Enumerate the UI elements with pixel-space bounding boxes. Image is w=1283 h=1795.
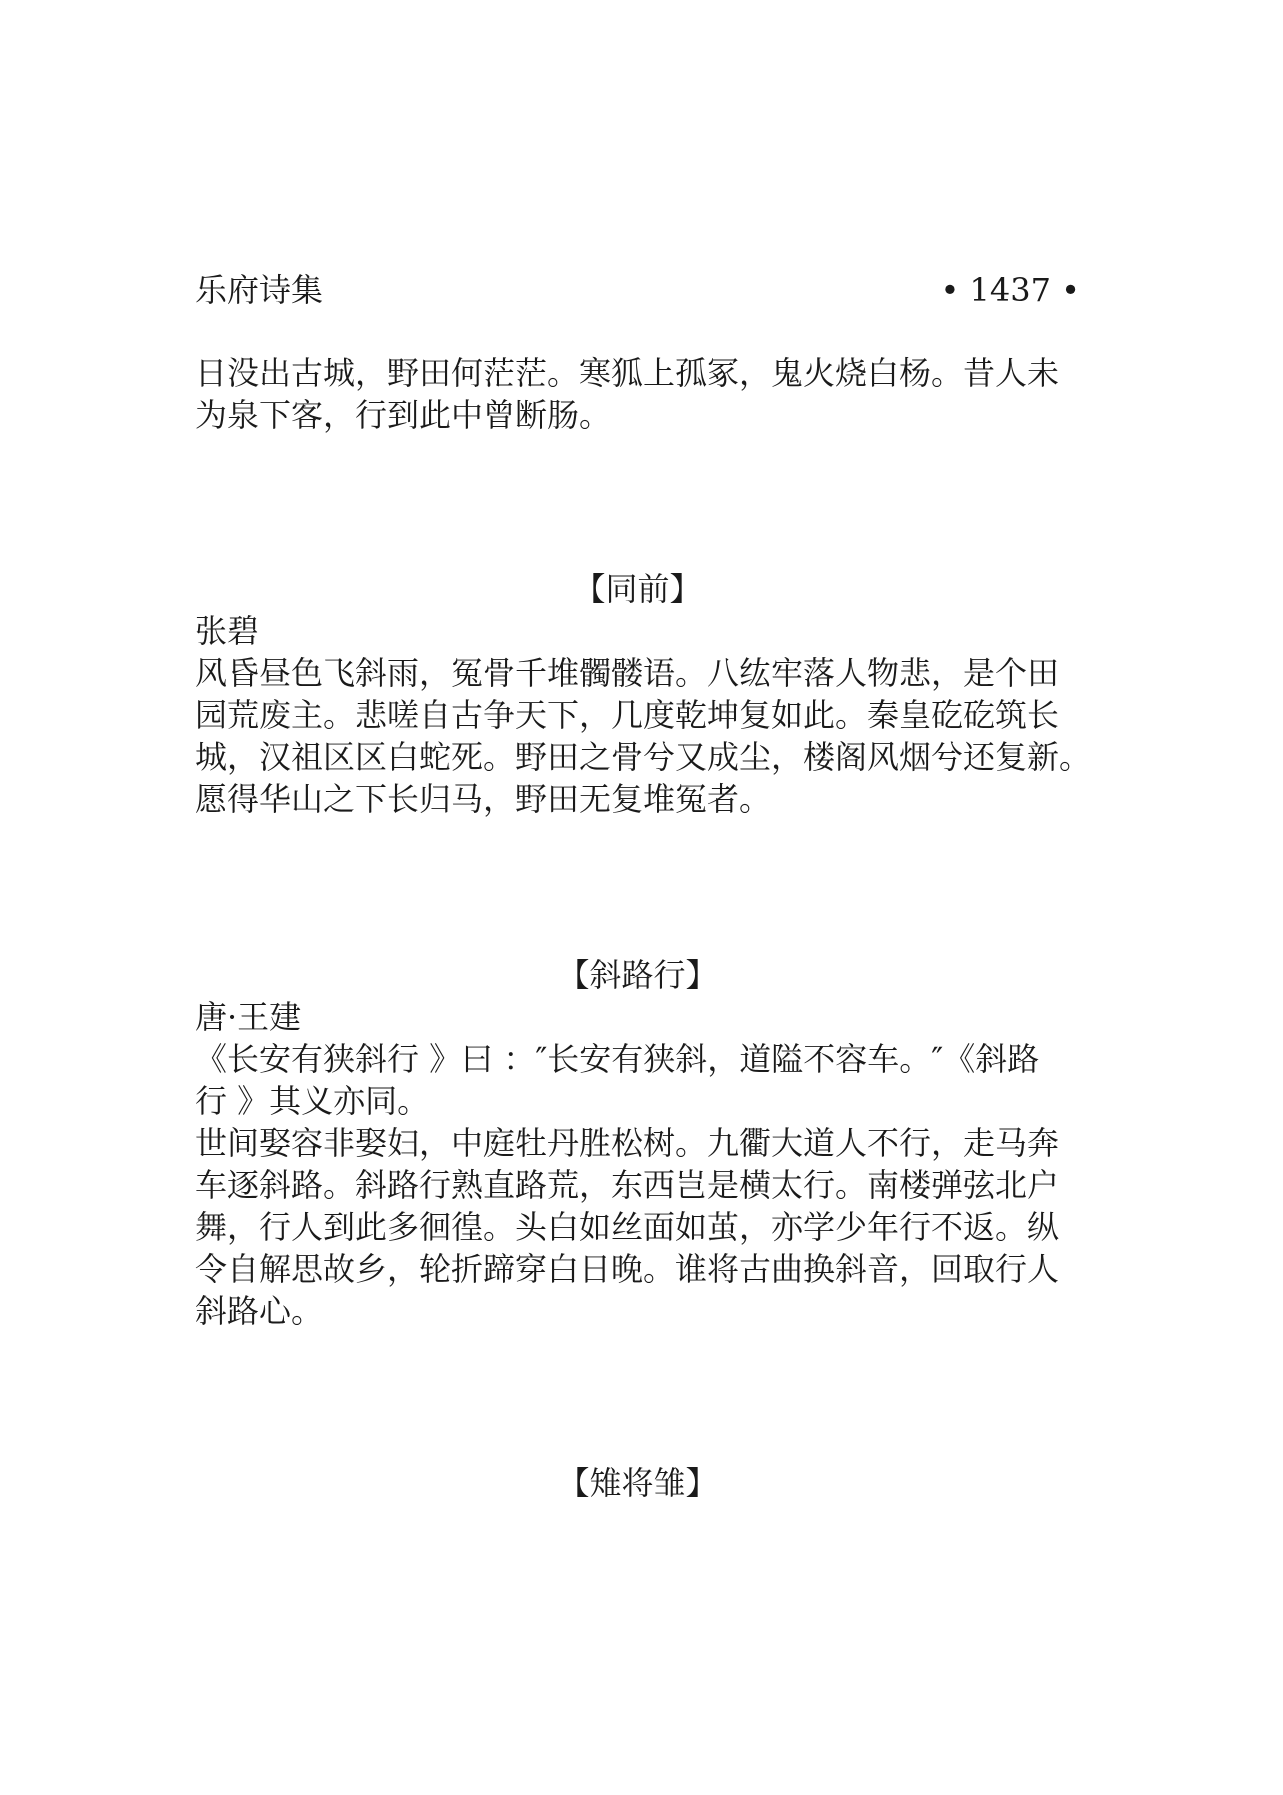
poem-line: 车逐斜路。斜路行熟直路荒，东西岂是横太行。南楼弹弦北户 [195, 1166, 1060, 1204]
poem-author: 唐·王建 [195, 998, 302, 1036]
poem-line: 日没出古城，野田何茫茫。寒狐上孤冢，鬼火烧白杨。昔人未 [195, 354, 1060, 392]
poem-line: 风昏昼色飞斜雨，冤骨千堆髑髅语。八纮牢落人物悲，是个田 [195, 654, 1060, 692]
page-number: • 1437 • [940, 271, 1080, 309]
preface-line: 行 》其义亦同。 [195, 1082, 430, 1120]
poem-author: 张碧 [195, 612, 260, 650]
preface-line: 《长安有狭斜行 》曰 ：″长安有狭斜，道隘不容车。″《斜路 [195, 1040, 1040, 1078]
poem-line: 愿得华山之下长归马，野田无复堆冤者。 [195, 780, 772, 818]
poem-line: 舞，行人到此多徊徨。头白如丝面如茧，亦学少年行不返。纵 [195, 1208, 1060, 1246]
poem-title: 【斜路行】 [557, 956, 718, 994]
poem-text-continued [195, 352, 1095, 436]
poem-line: 城，汉祖区区白蛇死。野田之骨兮又成尘，楼阁风烟兮还复新。 [195, 738, 1092, 776]
poem-line: 斜路心。 [195, 1292, 324, 1330]
book-title: 乐府诗集 [195, 271, 324, 309]
poem-line: 令自解思故乡，轮折蹄穿白日晚。谁将古曲换斜音，回取行人 [195, 1250, 1060, 1288]
poem-title: 【同前】 [573, 570, 702, 608]
poem-line: 世间娶容非娶妇，中庭牡丹胜松树。九衢大道人不行，走马奔 [195, 1124, 1060, 1162]
poem-line: 园荒废主。悲嗟自古争天下，几度乾坤复如此。秦皇矻矻筑长 [195, 696, 1060, 734]
poem-text [195, 1122, 1095, 1332]
running-header [195, 268, 1080, 312]
poem-line: 为泉下客，行到此中曾断肠。 [195, 396, 612, 434]
poem-text [195, 652, 1095, 820]
poem-preface [195, 1038, 1095, 1122]
poem-title: 【雉将雏】 [557, 1464, 718, 1502]
